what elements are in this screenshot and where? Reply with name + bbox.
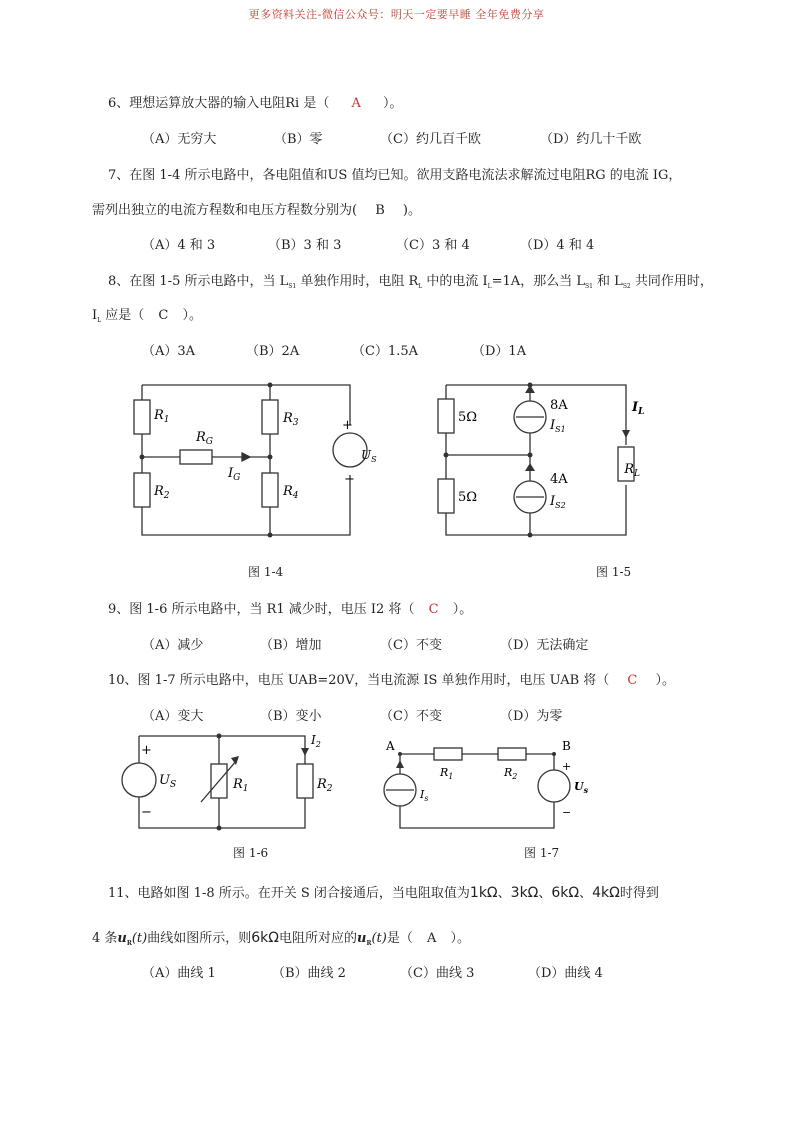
label-r2: $R_2$ [317,777,333,794]
label-rg: $R_G$ [196,430,213,447]
option-c: （C）不变 [380,638,442,653]
option-a: （A）曲线 1 [142,966,216,981]
option-a: （A）3A [142,344,196,359]
resistance-value: 3kΩ [510,885,539,901]
label-r4: $R_4$ [283,484,299,501]
resistance-value: 6kΩ [251,930,279,946]
answer: B [375,203,385,218]
source-arrow [396,760,404,768]
label-a: A [386,739,395,753]
option-d: （D）4 和 4 [520,238,595,253]
header-banner: 更多资料关注-微信公众号：明天一定要早睡 全年免费分享 [248,8,545,21]
option-b: （B）3 和 3 [268,238,342,253]
text-segment: 8、在图 1-5 所示电路中，当 L [108,274,289,289]
label-il: $I_L$ [632,400,645,417]
question-text-end: ）。 [452,602,473,617]
question-7-line-1: 7、在图 1-4 所示电路中，各电阻值和US 值均已知。欲用支路电流法求解流过电阻RG 的电流 IG， [108,168,682,183]
wire [400,802,554,828]
voltage-source-us [122,763,156,797]
label-r1: $R_1$ [440,766,454,781]
option-b: （B）零 [274,132,323,147]
option-b: （B）增加 [260,638,322,653]
question-10 [108,669,675,688]
text-segment: 和 L [597,274,623,289]
question-text: 10、图 1-7 所示电路中，电压 UAB=20V，当电流源 IS 单独作用时，电压 UAB 将（ [108,673,610,688]
option-b: （B）变小 [260,709,322,724]
question-text-end: ）。 [383,96,403,111]
text-segment: I [92,308,98,323]
question-8-line-2 [92,304,202,324]
label-resistor-bottom: 5Ω [458,490,478,505]
node-dot [528,383,533,388]
option-a: （A）4 和 3 [142,238,216,253]
wire [400,754,554,770]
question-11-line-1 [108,882,659,901]
label-is1-value: 8A [550,398,568,413]
subscript: L [418,283,423,290]
text-segment: 是（ [386,931,413,946]
separator: 、 [497,886,511,901]
label-r2: $R_2$ [154,484,170,501]
text-segment: 应是（ [105,308,145,323]
resistor-5-ohm [438,399,454,433]
label-resistor-top: 5Ω [458,410,478,425]
resistance-value: 1kΩ [469,885,498,901]
resistor-r2 [134,473,150,507]
arrow-head [231,756,239,765]
minus-sign: − [562,806,572,819]
terminal-b [552,752,556,756]
minus-sign: − [344,472,355,487]
node-dot [528,453,533,458]
answer: A [351,96,361,111]
label-us: $U_S$ [159,773,177,790]
text-segment: 中的电流 I [426,274,488,289]
resistor-r2 [297,764,313,798]
answer: C [428,602,439,617]
subscript: S2 [622,283,631,290]
text-segment: 单独作用时，电阻 R [300,274,419,289]
node-dot [268,533,273,538]
answer: A [426,931,437,946]
option-d: （D）为零 [500,709,563,724]
resistor-r4 [262,473,278,507]
terminal-a [398,752,402,756]
subscript: R [366,940,372,947]
text-segment: 时得到 [619,886,659,901]
label-r3: $R_3$ [283,411,299,428]
question-text: 6、理想运算放大器的输入电阻Ri 是（ [108,96,330,111]
resistor-rg [180,450,212,464]
wire [142,385,350,535]
plus-sign: + [562,760,572,773]
node-dot [268,383,273,388]
figure-1-4-circuit [130,375,377,545]
resistor-r2 [498,748,526,760]
wire [142,385,350,425]
text-segment: 11、电路如图 1-8 所示。在开关 S 闭合接通后，当电阻取值为 [108,886,470,901]
question-6 [108,92,403,111]
option-a: （A）变大 [142,709,204,724]
option-b: （B）2A [246,344,300,359]
node-dot [268,455,273,460]
wire [139,736,305,764]
text-segment: ）。 [182,308,203,323]
option-d: （D）曲线 4 [528,966,603,981]
option-a: （A）无穷大 [142,132,217,147]
text-segment: ）。 [450,931,471,946]
option-d: （D）1A [472,344,527,359]
figure-caption: 图 1-7 [524,846,560,860]
label-is2: $I_{S2}$ [550,494,566,510]
node-dot [444,453,449,458]
subscript: R [126,940,132,947]
resistance-value: 4kΩ [592,885,620,901]
label-ig: $I_G$ [228,466,241,483]
question-text-end: )。 [402,203,421,218]
text-segment: 电阻所对应的 [278,931,357,946]
label-b: B [562,739,571,753]
separator: 、 [579,886,593,901]
label-i2: $I_2$ [311,733,321,749]
figure-caption: 图 1-5 [596,565,632,579]
answer: C [158,308,169,323]
option-d: （D）约几十千欧 [540,132,642,147]
subscript: S1 [288,283,297,290]
current-arrow [242,453,250,461]
text-segment: 曲线如图所示，则 [147,931,252,946]
resistor-r1 [134,400,150,434]
text-segment: 共同作用时， [634,274,713,289]
figure-caption: 图 1-6 [233,846,269,860]
question-11-line-2 [92,927,470,947]
subscript: L [97,317,102,324]
resistor-r3 [262,400,278,434]
question-8-line-1 [108,270,713,290]
text-segment: =1A，那么当 L [491,274,585,289]
label-r1: $R_1$ [233,777,249,794]
node-dot [528,533,533,538]
label-us: $U_s$ [574,780,589,795]
question-7-line-2 [92,199,421,218]
question-9 [108,598,472,617]
figure-1-6-circuit [115,728,345,838]
subscript: L [487,283,492,290]
node-dot [140,455,145,460]
current-arrow [301,748,309,756]
figure-caption: 图 1-4 [248,565,284,579]
symbol-t: (t) [131,931,148,946]
option-d: （D）无法确定 [500,638,589,653]
resistor-5-ohm [438,479,454,513]
option-c: （C）约几百千欧 [380,132,481,147]
voltage-source-us [538,770,570,802]
option-c: （C）曲线 3 [400,966,475,981]
question-text: 9、图 1-6 所示电路中，当 R1 减少时，电压 I2 将（ [108,602,415,617]
symbol-u: u [117,931,127,946]
figure-1-5-circuit [432,375,645,545]
option-a: （A）减少 [142,638,204,653]
figure-1-7-circuit [380,740,590,840]
resistor-r1 [434,748,462,760]
question-text: 需列出独立的电流方程数和电压方程数分别为( [92,203,358,218]
node-dot [217,826,222,831]
answer: C [627,673,638,688]
option-b: （B）曲线 2 [272,966,346,981]
label-us: $U_S$ [361,448,377,464]
plus-sign: + [342,418,353,433]
separator: 、 [538,886,552,901]
label-is1: $I_{S1}$ [550,418,566,434]
label-is: $I_s$ [420,788,429,803]
plus-sign: + [141,743,152,758]
symbol-u: u [356,931,367,946]
resistance-value: 6kΩ [551,885,580,901]
question-text-end: ）。 [655,673,676,688]
label-is2-value: 4A [550,472,568,487]
node-dot [217,734,222,739]
text-segment: 4 条 [92,931,118,946]
option-c: （C）1.5A [352,344,419,359]
option-c: （C）不变 [380,709,442,724]
subscript: S1 [584,283,593,290]
current-arrow [622,430,630,438]
option-c: （C）3 和 4 [396,238,470,253]
label-rl: $R_L$ [624,462,640,479]
label-r1: $R_1$ [154,408,170,425]
source-arrow [525,463,535,471]
label-r2: $R_2$ [504,766,518,781]
symbol-t: (t) [371,931,387,946]
minus-sign: − [141,805,152,820]
